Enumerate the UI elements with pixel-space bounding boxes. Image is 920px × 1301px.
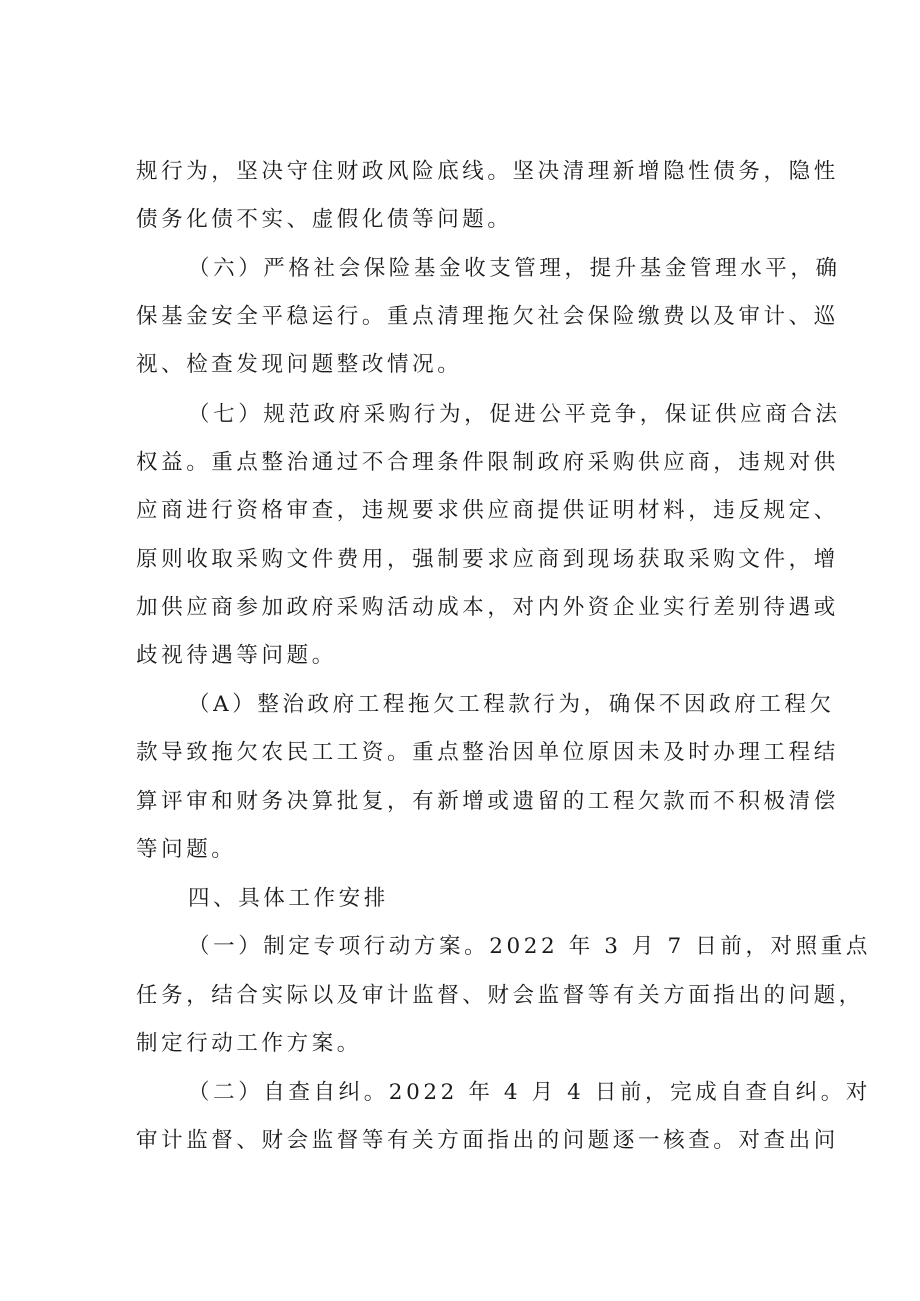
text-line: （A）整治政府工程拖欠工程款行为，确保不因政府工程欠 xyxy=(188,692,835,717)
section-heading: 四、具体工作安排 xyxy=(188,886,389,911)
text-line: （七）规范政府采购行为，促进公平竞争，保证供应商合法 xyxy=(188,402,841,427)
text-line: 歧视待遇等问题。 xyxy=(136,643,337,668)
text-line: 审计监督、财会监督等有关方面指出的问题逐一核查。对查出问 xyxy=(136,1128,839,1153)
text-line: 债务化债不实、虚假化债等问题。 xyxy=(136,207,513,232)
text-line: 应商进行资格审查，违规要求供应商提供证明材料，违反规定、 xyxy=(136,498,839,523)
text-line: 制定行动工作方案。 xyxy=(136,1031,362,1056)
text-line: 视、检查发现问题整改情况。 xyxy=(136,352,463,377)
text-line: 款导致拖欠农民工工资。重点整治因单位原因未及时办理工程结 xyxy=(136,740,839,765)
text-line: 任务，结合实际以及审计监督、财会监督等有关方面指出的问题， xyxy=(136,983,864,1008)
text-line: 权益。重点整治通过不合理条件限制政府采购供应商，违规对供 xyxy=(136,450,839,475)
text-line: （一）制定专项行动方案。2022 年 3 月 7 日前，对照重点 xyxy=(188,934,871,959)
text-line: （二）自查自纠。2022 年 4 月 4 日前，完成自查自纠。对 xyxy=(188,1080,871,1105)
text-line: （六）严格社会保险基金收支管理，提升基金管理水平，确 xyxy=(188,256,841,281)
text-line: 算评审和财务决算批复，有新增或遗留的工程欠款而不积极清偿 xyxy=(136,789,839,814)
text-line: 等问题。 xyxy=(136,837,237,862)
text-line: 原则收取采购文件费用，强制要求应商到现场获取采购文件，增 xyxy=(136,547,839,572)
text-line: 保基金安全平稳运行。重点清理拖欠社会保险缴费以及审计、巡 xyxy=(136,304,839,329)
text-line: 加供应商参加政府采购活动成本，对内外资企业实行差别待遇或 xyxy=(136,595,839,620)
text-line: 规行为，坚决守住财政风险底线。坚决清理新增隐性债务，隐性 xyxy=(136,159,839,184)
